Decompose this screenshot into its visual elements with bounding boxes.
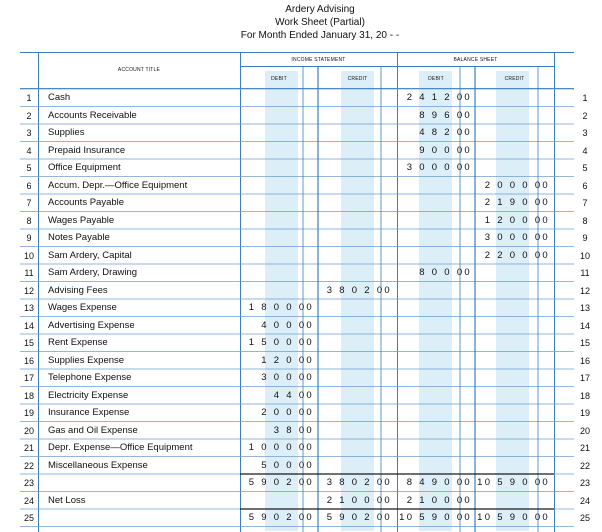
account-title: Wages Expense: [48, 302, 117, 313]
table-row: [20, 247, 590, 265]
bs-debit-amount: 10 5 9 0 00: [399, 512, 472, 523]
line-number: 5: [26, 163, 32, 173]
bs-debit-amount: 8 4 9 0 00: [406, 477, 472, 488]
line-number: 16: [23, 355, 34, 366]
account-title: Accum. Depr.—Office Equipment: [48, 179, 188, 191]
is-credit-amount: 5 9 0 2 00: [326, 512, 392, 523]
line-number: 24: [23, 495, 34, 506]
line-number-right: 3: [582, 128, 588, 138]
account-title: Rent Expense: [48, 337, 108, 348]
is-debit-amount: 1 2 0 00: [261, 354, 314, 366]
table-row: [20, 299, 590, 317]
is-debit-amount: 3 0 0 00: [261, 372, 314, 383]
account-title: Advising Fees: [48, 284, 108, 296]
account-title: Supplies Expense: [48, 354, 125, 366]
is-credit-amount: 2 1 0 0 00: [326, 494, 392, 506]
account-title: Miscellaneous Expense: [48, 459, 148, 471]
account-title: Accounts Receivable: [48, 109, 137, 121]
table-row: [20, 439, 590, 457]
line-number-right: 20: [579, 425, 590, 436]
bs-debit-amount: 4 8 2 00: [419, 127, 472, 138]
table-row: [20, 124, 588, 142]
table-row: [20, 422, 590, 440]
bs-credit-amount: 2 1 9 0 00: [484, 197, 550, 208]
line-number: 6: [26, 180, 32, 191]
line-number-right: 10: [579, 250, 590, 261]
balance-sheet-header: BALANCE SHEET: [453, 57, 498, 63]
line-number: 14: [23, 320, 34, 331]
line-number: 19: [23, 408, 34, 418]
table-row: [20, 334, 590, 352]
line-number: 10: [23, 250, 34, 261]
account-title: Advertising Expense: [48, 319, 135, 331]
table-row: [20, 369, 590, 387]
bs-credit-amount: 1 2 0 0 00: [484, 214, 550, 226]
line-number: 11: [24, 268, 34, 278]
line-number-right: 24: [579, 495, 590, 506]
is-debit-amount: 3 8 00: [273, 424, 314, 436]
line-number-right: 11: [580, 268, 590, 278]
is-credit-amount: 3 8 0 2 00: [326, 284, 392, 296]
line-number: 23: [23, 478, 34, 488]
account-title: Depr. Expense—Office Equipment: [48, 442, 193, 453]
line-number-right: 1: [582, 93, 588, 103]
account-title: Net Loss: [48, 494, 86, 506]
is-debit-amount: 5 0 0 00: [261, 459, 314, 471]
line-number-right: 9: [582, 233, 588, 243]
line-number: 7: [26, 198, 32, 208]
line-number-right: 25: [579, 513, 590, 523]
bs-debit-amount: 8 0 0 00: [419, 267, 472, 278]
line-number-right: 16: [579, 355, 590, 366]
line-number-right: 6: [582, 180, 588, 191]
line-number-right: 18: [579, 390, 590, 401]
account-title: Gas and Oil Expense: [48, 424, 138, 436]
bs-credit-amount: 2 2 0 0 00: [484, 249, 550, 261]
bs-credit-amount: 10 5 9 0 00: [477, 477, 550, 488]
table-row: [20, 509, 590, 527]
is-debit-amount: 1 0 0 0 00: [248, 442, 314, 453]
line-number-right: 12: [579, 285, 590, 296]
table-row: [20, 387, 590, 405]
bs-credit-amount: 2 0 0 0 00: [484, 179, 550, 191]
table-row: [20, 317, 590, 335]
table-row: [20, 177, 588, 195]
line-number: 20: [23, 425, 34, 436]
statement-period: For Month Ended January 31, 20 - -: [240, 30, 400, 41]
is-debit-amount: 1 5 0 0 00: [248, 337, 314, 348]
line-number-right: 17: [579, 373, 590, 383]
income-statement-header: INCOME STATEMENT: [291, 57, 346, 63]
bs-debit-amount: 3 0 0 0 00: [406, 162, 472, 173]
bs-debit-amount: 8 9 6 00: [419, 109, 472, 121]
table-row: [20, 492, 590, 510]
line-number-right: 14: [579, 320, 590, 331]
bs-debit-amount: 2 4 1 2 00: [406, 92, 472, 103]
bs-credit-amount: 10 5 9 0 00: [477, 512, 550, 523]
table-row: [20, 229, 588, 247]
table-row: [20, 352, 590, 370]
line-number: 18: [23, 390, 34, 401]
line-number-right: 13: [579, 303, 590, 313]
is-debit-amount: 2 0 0 00: [261, 407, 314, 418]
table-row: [20, 194, 588, 212]
is-debit-amount: 5 9 0 2 00: [248, 477, 314, 488]
account-title: Supplies: [48, 127, 85, 138]
is-debit-amount: 5 9 0 2 00: [248, 512, 314, 523]
line-number-right: 22: [579, 460, 590, 471]
bs-credit-amount: 3 0 0 0 00: [484, 232, 550, 243]
line-number: 3: [26, 128, 32, 138]
table-row: [20, 404, 590, 422]
line-number-right: 5: [582, 163, 588, 173]
line-number: 8: [26, 215, 32, 226]
account-title: Prepaid Insurance: [48, 144, 126, 156]
is-debit-amount: 1 8 0 0 00: [248, 302, 314, 313]
table-row: [20, 142, 588, 160]
account-title: Office Equipment: [48, 162, 121, 173]
account-title: [48, 474, 258, 492]
line-number-right: 19: [579, 408, 590, 418]
line-number: 17: [23, 373, 34, 383]
company-name: Ardery Advising: [285, 4, 355, 15]
bs-credit-header: CREDIT: [504, 76, 525, 82]
table-row: [20, 474, 590, 492]
account-title: Notes Payable: [48, 232, 110, 243]
line-number: 13: [23, 303, 34, 313]
bs-debit-amount: 2 1 0 0 00: [406, 494, 472, 506]
is-credit-header: CREDIT: [347, 76, 368, 82]
line-number: 15: [23, 338, 34, 348]
table-row: [20, 212, 588, 230]
account-title: Telephone Expense: [48, 372, 132, 383]
account-title-header: ACCOUNT TITLE: [117, 67, 161, 73]
bs-debit-amount: 9 0 0 00: [419, 144, 472, 156]
account-title: Wages Payable: [48, 214, 115, 226]
account-title: Insurance Expense: [48, 407, 130, 418]
is-debit-amount: 4 0 0 00: [261, 319, 314, 331]
account-title: Accounts Payable: [48, 197, 125, 208]
is-debit-amount: 4 4 00: [273, 389, 314, 401]
line-number: 25: [23, 513, 34, 523]
line-number-right: 8: [582, 215, 588, 226]
line-number-right: 23: [579, 478, 590, 488]
line-number: 1: [26, 93, 32, 103]
line-number: 4: [26, 145, 32, 156]
table-row: [20, 159, 588, 177]
table-row: [20, 457, 590, 475]
line-number-right: 7: [582, 198, 588, 208]
line-number-right: 4: [582, 145, 588, 156]
line-number: 9: [26, 233, 32, 243]
line-number: 2: [26, 110, 32, 121]
table-row: [20, 89, 588, 107]
bs-debit-header: DEBIT: [428, 76, 444, 82]
line-number: 21: [23, 443, 34, 453]
account-title: Cash: [48, 92, 71, 103]
account-title: Electricity Expense: [48, 389, 129, 401]
account-title: Sam Ardery, Drawing: [48, 267, 138, 278]
is-debit-header: DEBIT: [271, 76, 287, 82]
line-number-right: 15: [579, 338, 590, 348]
table-row: [20, 264, 590, 282]
line-number-right: 21: [579, 443, 590, 453]
account-title: Sam Ardery, Capital: [48, 249, 132, 261]
table-row: [20, 282, 590, 300]
line-number: 12: [23, 285, 34, 296]
account-title: [48, 509, 258, 527]
statement-name: Work Sheet (Partial): [275, 17, 365, 28]
is-credit-amount: 3 8 0 2 00: [326, 477, 392, 488]
line-number: 22: [23, 460, 34, 471]
line-number-right: 2: [582, 110, 588, 121]
table-row: [20, 107, 588, 125]
